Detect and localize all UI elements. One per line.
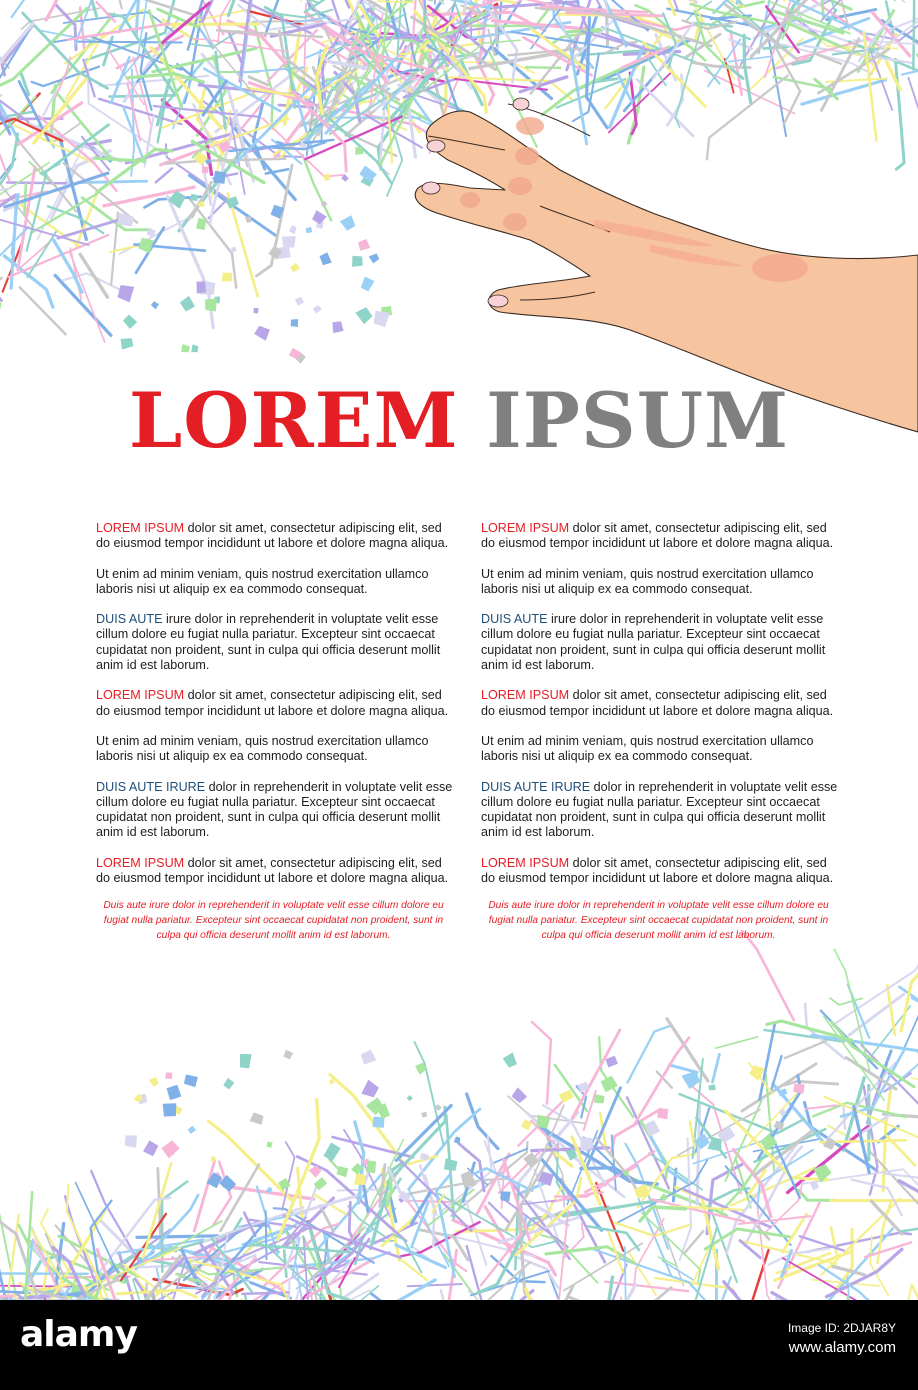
- paragraph-text: dolor sit amet, consectetur adipiscing elit, sed do eiusmod tempor incididunt ut labore et dolore magna aliqua.: [481, 688, 834, 718]
- site-url: www.alamy.com: [788, 1339, 896, 1356]
- straw: [887, 985, 894, 1034]
- confetti-piece: [337, 1166, 349, 1177]
- confetti-piece: [454, 1137, 461, 1144]
- paragraph: [96, 688, 456, 719]
- confetti-piece: [167, 1085, 182, 1100]
- paragraph-lead: LOREM IPSUM: [481, 521, 570, 535]
- straw: [599, 1037, 633, 1117]
- confetti-straws-bottom: [0, 930, 918, 1300]
- confetti-piece: [240, 1054, 252, 1069]
- confetti-piece: [657, 1109, 668, 1120]
- paragraph-text: dolor sit amet, consectetur adipiscing elit, sed do eiusmod tempor incididunt ut labore et dolore magna aliqua.: [96, 855, 449, 886]
- paragraph-text: dolor sit amet, consectetur adipiscing elit, sed do eiusmod tempor incididunt ut labore et dolore magna aliqua.: [96, 521, 449, 551]
- confetti-piece: [444, 1158, 458, 1171]
- watermark-bar: [0, 1300, 918, 1390]
- confetti-piece: [149, 1077, 159, 1087]
- paragraph: [481, 856, 841, 887]
- paragraph-lead: LOREM IPSUM: [481, 855, 570, 870]
- straw: [852, 1180, 902, 1216]
- paragraph-lead: DUIS AUTE IRURE: [481, 779, 591, 794]
- paragraph: [96, 780, 456, 841]
- confetti-piece: [354, 1173, 365, 1185]
- straw: [608, 1230, 623, 1273]
- paragraph: [96, 734, 456, 765]
- paragraph-text: dolor sit amet, consectetur adipiscing elit, sed do eiusmod tempor incididunt ut labore et dolore magna aliqua.: [481, 855, 834, 886]
- straw: [912, 1285, 918, 1300]
- straw: [901, 1197, 918, 1231]
- straw: [76, 1183, 119, 1276]
- confetti-piece: [143, 1140, 158, 1156]
- confetti-piece: [793, 1084, 804, 1094]
- confetti-piece: [605, 1056, 618, 1068]
- paragraph-lead: DUIS AUTE: [96, 612, 163, 627]
- confetti-piece: [361, 1080, 378, 1098]
- straw: [382, 1215, 417, 1246]
- confetti-piece: [323, 1142, 340, 1161]
- image-info: [788, 1318, 896, 1358]
- confetti-piece: [184, 1075, 198, 1088]
- paragraph-text: Ut enim ad minim veniam, quis nostrud exercitation ullamco laboris nisi ut aliquip ex ea commodo consequat.: [96, 733, 429, 764]
- paragraph: [481, 612, 841, 673]
- paragraph-text: dolor sit amet, consectetur adipiscing elit, sed do eiusmod tempor incididunt ut labore et dolore magna aliqua.: [481, 521, 834, 551]
- paragraph-text: Ut enim ad minim veniam, quis nostrud exercitation ullamco laboris nisi ut aliquip ex ea commodo consequat.: [481, 733, 814, 764]
- title-part-grey: IPSUM: [486, 376, 790, 465]
- confetti-piece: [211, 1156, 216, 1162]
- straw: [912, 1070, 918, 1083]
- paragraph-text: dolor in reprehenderit in voluptate velit esse cillum dolore eu fugiat nulla pariatur. Excepteur sint occaecat cupidatat non proident, sunt in culpa qui officia deserunt mollit anim id est laborum.: [481, 779, 838, 840]
- paragraph: [96, 567, 456, 598]
- confetti-piece: [223, 1078, 234, 1089]
- confetti-piece: [501, 1191, 511, 1201]
- paragraph: [96, 521, 456, 552]
- italic-note: Duis aute irure dolor in reprehenderit in voluptate velit esse cillum dolore eu fugiat nulla pariatur. Excepteur sint occaecat cupidatat non proident, sunt in culpa qui officia deserunt mollit anim id est laborum.: [488, 900, 829, 941]
- confetti-piece: [188, 1126, 196, 1134]
- confetti-piece: [361, 1050, 377, 1065]
- paragraph: [96, 856, 456, 887]
- confetti-piece: [594, 1094, 604, 1103]
- confetti-piece: [559, 1090, 574, 1103]
- paragraph-text: Ut enim ad minim veniam, quis nostrud exercitation ullamco laboris nisi ut aliquip ex ea commodo consequat.: [481, 566, 814, 596]
- confetti-piece: [266, 1141, 272, 1148]
- straw: [467, 1094, 498, 1148]
- paragraph: [481, 521, 841, 552]
- straw: [831, 1227, 838, 1257]
- confetti-piece: [125, 1135, 137, 1148]
- straw: [690, 1122, 695, 1147]
- confetti-piece: [165, 1073, 172, 1080]
- straw: [785, 1041, 827, 1058]
- straw: [716, 1037, 758, 1048]
- straw: [785, 1081, 838, 1085]
- paragraph-lead: LOREM IPSUM: [481, 688, 570, 703]
- straw: [532, 1022, 551, 1104]
- straw: [546, 1247, 634, 1263]
- straw: [401, 1260, 427, 1281]
- paragraph: [96, 612, 456, 673]
- image-id: Image ID: 2DJAR8Y: [787, 1321, 896, 1335]
- text-column-left: [96, 521, 456, 958]
- paragraph-text: irure dolor in reprehenderit in voluptate velit esse cillum dolore eu fugiat nulla pariatur. Excepteur sint occaecat cupidatat non proident, sunt in culpa qui officia deserunt mollit anim id est laborum.: [96, 612, 441, 673]
- confetti-piece: [644, 1120, 660, 1137]
- confetti-piece: [283, 1050, 293, 1060]
- straw: [526, 1289, 546, 1300]
- straw: [209, 1121, 291, 1199]
- confetti-piece: [163, 1103, 177, 1116]
- confetti-piece: [694, 1133, 710, 1149]
- confetti-piece: [407, 1095, 413, 1101]
- confetti-piece: [161, 1140, 179, 1158]
- page-title: [0, 376, 918, 466]
- straw: [669, 1065, 697, 1072]
- straw: [590, 1248, 709, 1300]
- paragraph-lead: LOREM IPSUM: [96, 688, 185, 703]
- straw: [830, 998, 862, 1005]
- straw: [906, 1285, 912, 1300]
- paragraph-lead: LOREM IPSUM: [96, 521, 185, 535]
- straw: [712, 1054, 719, 1082]
- text-column-right: [481, 521, 841, 958]
- paragraph-text: dolor in reprehenderit in voluptate velit esse cillum dolore eu fugiat nulla pariatur. Excepteur sint occaecat cupidatat non proident, sunt in culpa qui officia deserunt mollit anim id est laborum.: [96, 779, 453, 840]
- straw: [177, 1288, 228, 1289]
- italic-note: Duis aute irure dolor in reprehenderit in voluptate velit esse cillum dolore eu fugiat nulla pariatur. Excepteur sint occaecat cupidatat non proident, sunt in culpa qui officia deserunt mollit anim id est laborum.: [103, 900, 444, 941]
- paragraph-text: Ut enim ad minim veniam, quis nostrud exercitation ullamco laboris nisi ut aliquip ex ea commodo consequat.: [96, 566, 429, 596]
- straw: [772, 1056, 782, 1089]
- hand-illustration: [0, 0, 918, 440]
- paragraph-lead: DUIS AUTE: [481, 612, 548, 627]
- paragraph: [481, 688, 841, 719]
- confetti-piece: [421, 1112, 427, 1118]
- straw: [854, 1107, 869, 1173]
- paragraph: [481, 734, 841, 765]
- straw: [601, 1277, 612, 1300]
- straw: [242, 1293, 288, 1294]
- confetti-piece: [708, 1137, 722, 1151]
- paragraph-lead: DUIS AUTE IRURE: [96, 779, 206, 794]
- title-part-red: LOREM: [128, 376, 459, 465]
- paragraph-text: dolor sit amet, consectetur adipiscing elit, sed do eiusmod tempor incididunt ut labore et dolore magna aliqua.: [96, 688, 449, 718]
- paragraph-text: irure dolor in reprehenderit in voluptate velit esse cillum dolore eu fugiat nulla pariatur. Excepteur sint occaecat cupidatat non proident, sunt in culpa qui officia deserunt mollit anim id est laborum.: [481, 612, 826, 673]
- straw: [799, 1190, 837, 1200]
- brand-logo: alamy: [20, 1314, 137, 1355]
- confetti-piece: [624, 1171, 629, 1176]
- straw: [408, 1284, 462, 1286]
- confetti-piece: [709, 1085, 716, 1091]
- straw: [266, 1211, 267, 1259]
- confetti-piece: [250, 1112, 264, 1124]
- straw: [662, 1261, 694, 1281]
- straw: [548, 1271, 585, 1300]
- confetti-piece: [824, 1137, 837, 1150]
- paragraph-lead: LOREM IPSUM: [96, 855, 185, 870]
- paragraph: [481, 780, 841, 841]
- paragraph: [481, 567, 841, 598]
- confetti-piece: [503, 1052, 517, 1067]
- straw: [625, 1247, 626, 1300]
- straw: [356, 1280, 435, 1300]
